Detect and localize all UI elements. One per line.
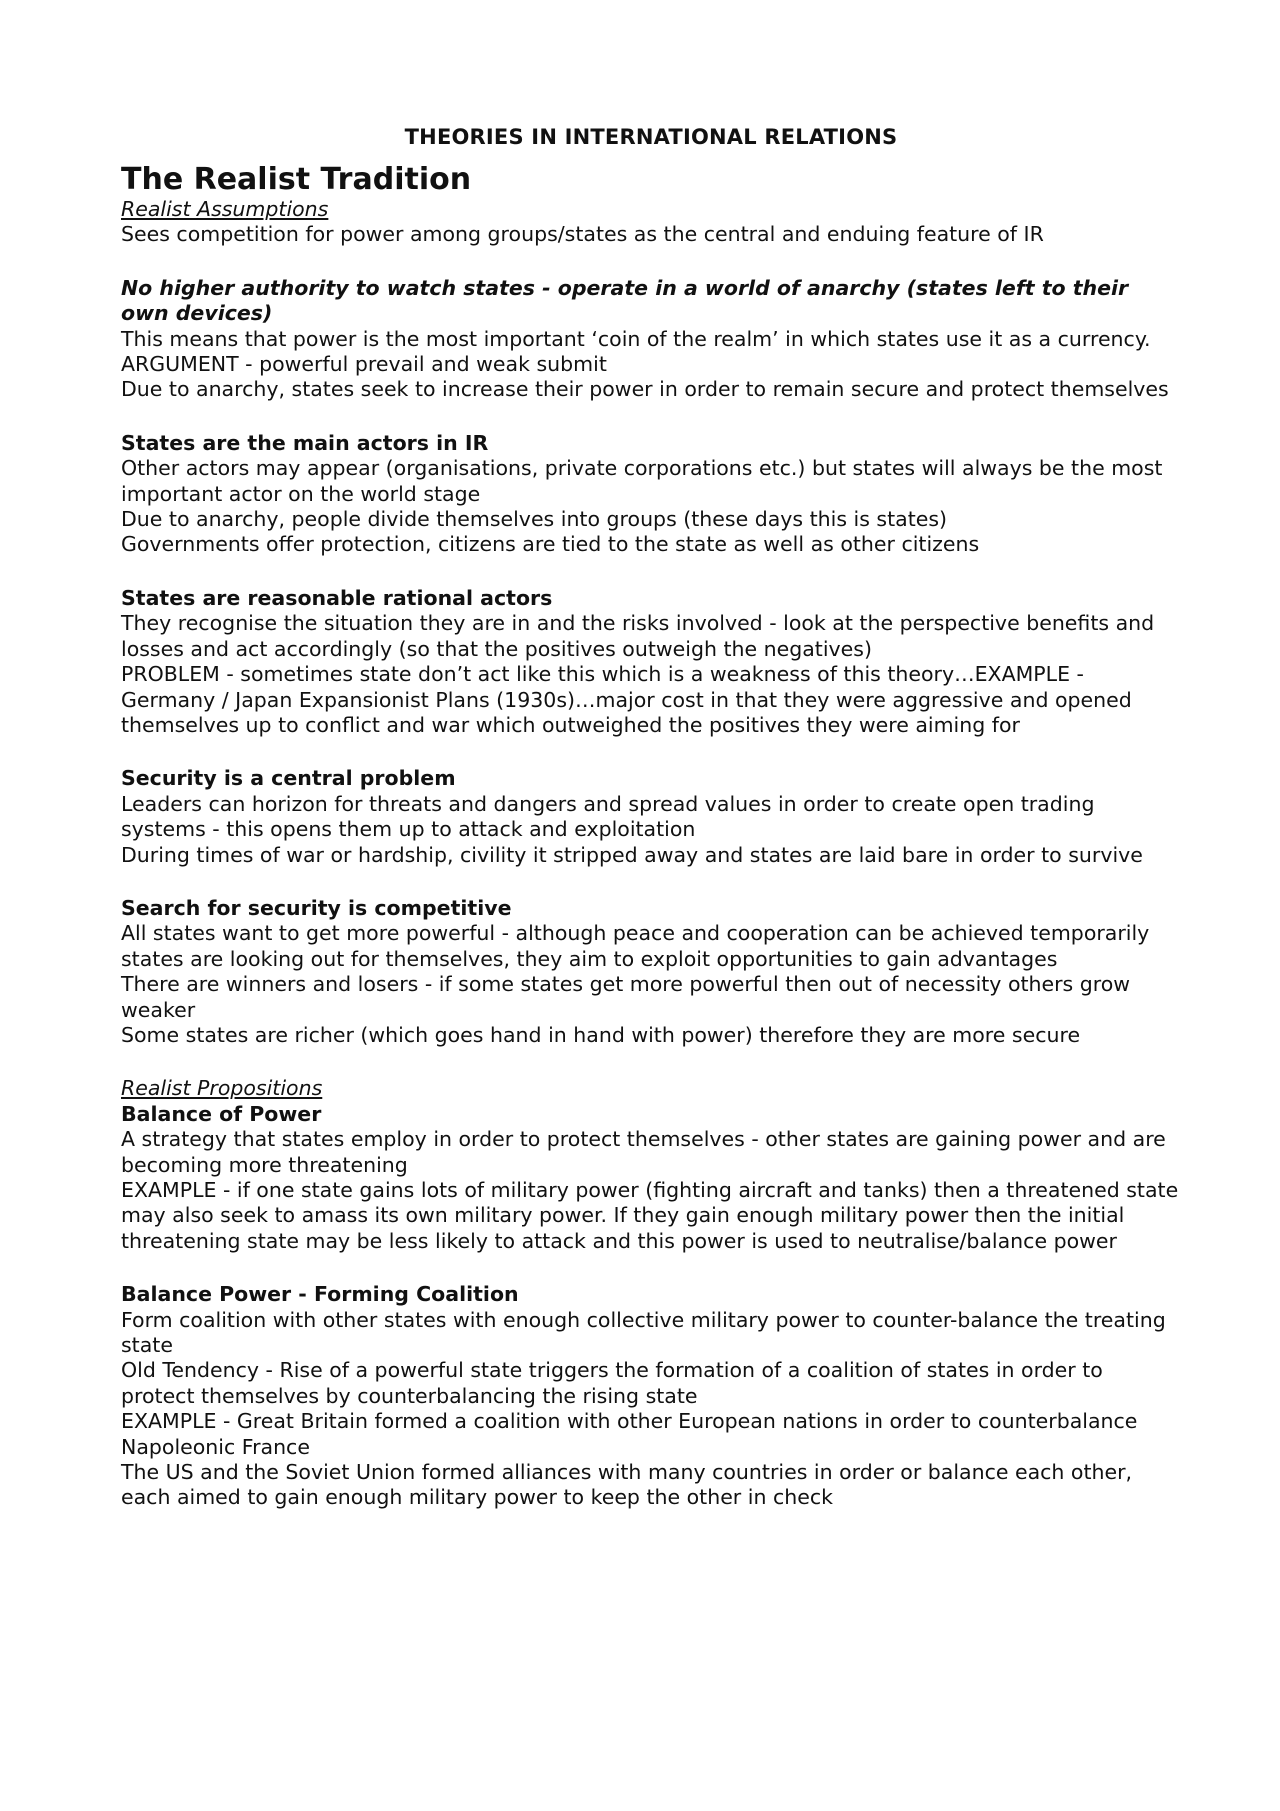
paragraph: A strategy that states employ in order to protect themselves - other states are gaining power and are becoming more threatening (121, 1127, 1166, 1177)
assumption-block (121, 896, 1181, 1048)
paragraph: Some states are richer (which goes hand in hand with power) therefore they are more secure (121, 1022, 1081, 1047)
paragraph: They recognise the situation they are in and the risks involved - look at the perspective benefits and losses and act accordingly (so that the positives outweigh the negatives) (121, 611, 1155, 661)
spacer (121, 403, 1181, 431)
spacer (121, 558, 1181, 586)
spacer (121, 868, 1181, 896)
assumption-heading: Security is a central problem (121, 766, 456, 791)
assumption-block (121, 431, 1181, 558)
subsection-heading: Realist Assumptions (121, 197, 329, 221)
paragraph: During times of war or hardship, civility it stripped away and states are laid bare in order to survive (121, 842, 1143, 867)
paragraph: All states want to get more powerful - although peace and cooperation can be achieved temporarily states are looking out for themselves, they aim to exploit opportunities to gain advantages (121, 921, 1150, 971)
spacer (121, 248, 1181, 276)
assumption-heading: No higher authority to watch states - operate in a world of anarchy (states left to their own devices) (121, 275, 1129, 326)
proposition-block (121, 1102, 1181, 1254)
paragraph: ARGUMENT - powerful prevail and weak submit (121, 352, 607, 377)
subsection-heading: Realist Propositions (121, 1076, 323, 1101)
spacer (121, 738, 1181, 766)
paragraph: Old Tendency - Rise of a powerful state triggers the formation of a coalition of states in order to protect themselves by counterbalancing the rising state (121, 1358, 1103, 1408)
paragraph: Due to anarchy, people divide themselves into groups (these days this is states) (121, 507, 948, 532)
paragraph: Sees competition for power among groups/states as the central and enduing feature of IR (121, 222, 1044, 247)
paragraph: Leaders can horizon for threats and dangers and spread values in order to create open trading systems - this opens them up to attack and exploitation (121, 791, 1095, 842)
assumption-heading: States are reasonable rational actors (121, 585, 553, 610)
spacer (121, 1048, 1181, 1076)
paragraph: Form coalition with other states with enough collective military power to counter-balance the treating state (121, 1307, 1166, 1358)
paragraph: EXAMPLE - if one state gains lots of military power (fighting aircraft and tanks) then a threatened state may also seek to amass its own military power. If they gain enough military power then the initial threatening state may be less likely to attack and this power is used to neutralise/balance power (121, 1178, 1179, 1253)
paragraph: Governments offer protection, citizens are tied to the state as well as other citizens (121, 532, 980, 557)
assumption-block (121, 586, 1181, 738)
assumption-block (121, 276, 1181, 403)
paragraph: EXAMPLE - Great Britain formed a coalition with other European nations in order to counterbalance Napoleonic France (121, 1409, 1138, 1459)
paragraph: The US and the Soviet Union formed alliances with many countries in order or balance each other, each aimed to gain enough military power to keep the other in check (121, 1460, 1133, 1510)
spacer (121, 1254, 1181, 1282)
paragraph: Other actors may appear (organisations, private corporations etc.) but states will always be the most important actor on the world stage (121, 456, 1163, 506)
assumption-block (121, 766, 1181, 868)
proposition-block (121, 1282, 1181, 1511)
document-title: THEORIES IN INTERNATIONAL RELATIONS (404, 125, 898, 149)
paragraph: Due to anarchy, states seek to increase their power in order to remain secure and protect themselves (121, 377, 1169, 402)
paragraph: There are winners and losers - if some states get more powerful then out of necessity others grow weaker (121, 972, 1131, 1022)
assumption-heading: Search for security is competitive (121, 895, 512, 920)
paragraph: PROBLEM - sometimes state don’t act like this which is a weakness of this theory…EXAMPLE - Germany / Japan Expansionist Plans (1930s)…major cost in that they were aggressive and opened themselves up to conflict and war which outweighed the positives they were aiming for (121, 662, 1132, 737)
paragraph: This means that power is the most important ‘coin of the realm’ in which states use it as a currency. (121, 326, 1151, 351)
section-title: The Realist Tradition (121, 162, 472, 197)
document-body (121, 122, 1181, 1511)
proposition-heading: Balance Power - Forming Coalition (121, 1282, 519, 1307)
proposition-heading: Balance of Power (121, 1101, 322, 1126)
assumption-heading: States are the main actors in IR (121, 430, 489, 455)
